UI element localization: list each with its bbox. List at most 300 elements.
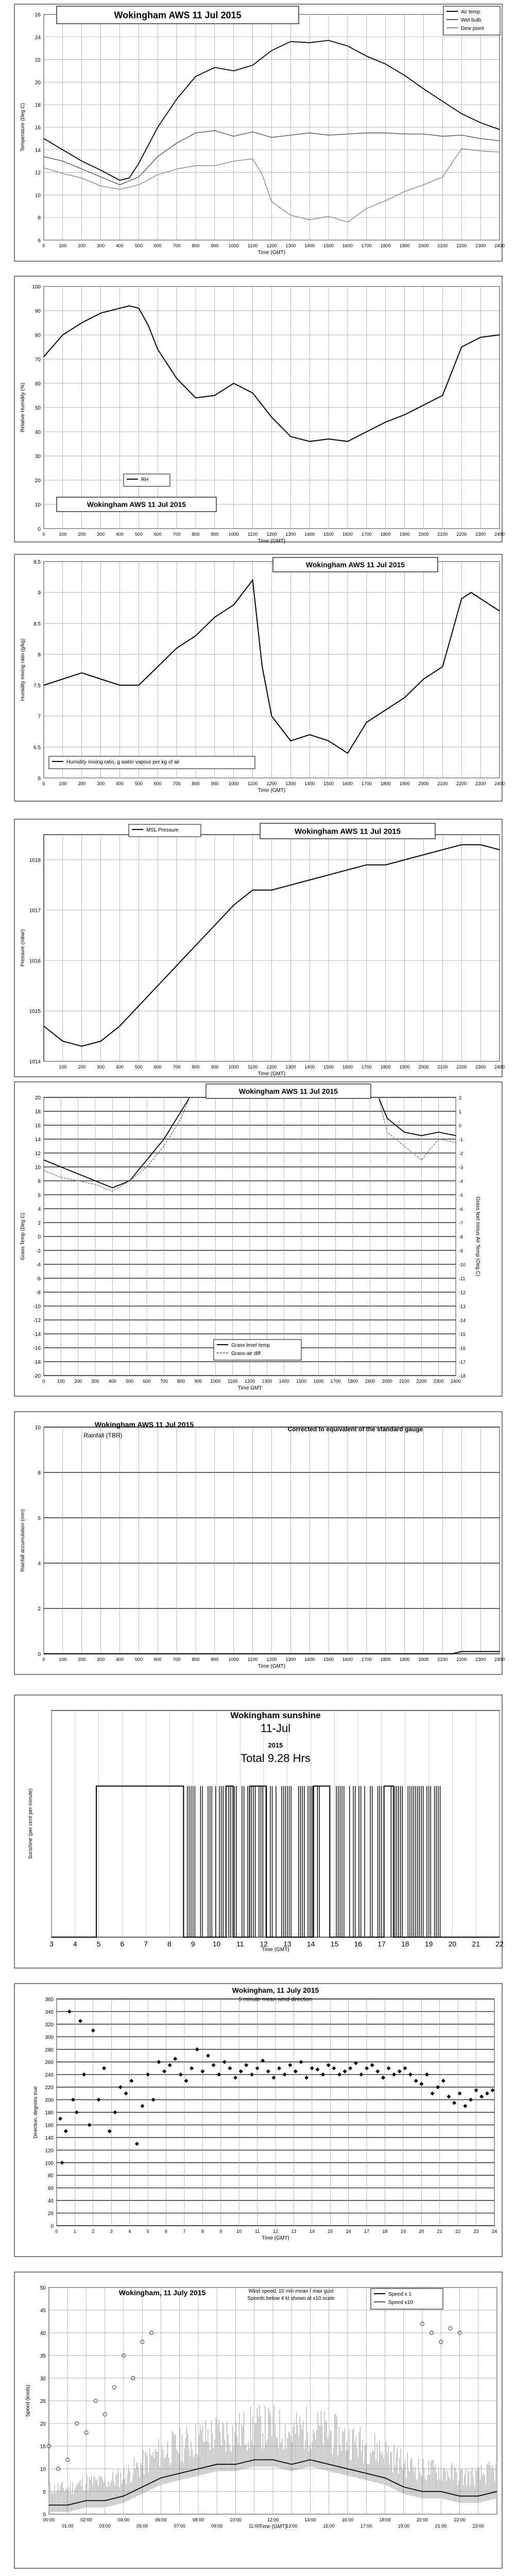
x-tick-label: 1800 (380, 1064, 391, 1070)
x-tick-label: 2100 (437, 532, 448, 537)
x-tick-label: 15 (330, 1940, 339, 1948)
x-tick-label: 800 (192, 532, 200, 537)
x-tick-label: 600 (153, 1064, 162, 1070)
x-tick-label: 0 (42, 243, 45, 248)
y2-tick-label: -15 (459, 1332, 466, 1337)
y-tick-label: 30 (35, 454, 41, 460)
x-axis-label: Time (GMT) (262, 2235, 289, 2241)
x-tick-label: 1300 (285, 532, 296, 537)
x-tick-label: 100 (59, 781, 67, 786)
y2-tick-label: 2 (459, 1095, 462, 1100)
x-tick-label: 9 (191, 1940, 195, 1948)
y-tick-label: 340 (45, 2009, 54, 2015)
x-tick-label: 2100 (399, 1379, 410, 1384)
y-tick-label: -6 (36, 1276, 41, 1282)
x-tick-label: 13:00 (285, 2523, 298, 2529)
x-tick-label: 1000 (228, 781, 239, 786)
x-tick-label: 1500 (323, 1657, 334, 1662)
y-tick-label: 140 (45, 2135, 54, 2141)
x-tick-label: 03:00 (99, 2523, 111, 2529)
x-tick-label: 1500 (323, 1064, 334, 1070)
x-tick-label: 1900 (399, 1657, 410, 1662)
x-tick-label: 700 (173, 532, 181, 537)
legend-entry: Speed x10 (388, 2300, 413, 2306)
y-tick-label: 1017 (29, 908, 41, 914)
y-tick-label: 24 (35, 35, 41, 41)
x-tick-label: 10 (236, 2229, 242, 2234)
x-tick-label: 1000 (228, 532, 239, 537)
x-tick-label: 2200 (456, 243, 467, 248)
y-tick-label: 280 (45, 2047, 54, 2053)
y-tick-label: 120 (45, 2148, 54, 2154)
x-tick-label: 8 (201, 2229, 204, 2234)
x-tick-label: 1900 (399, 532, 410, 537)
chart-subtitle-2: Speeds below 4 kt shown at x10 scale (247, 2296, 335, 2301)
x-tick-label: 2300 (433, 1379, 444, 1384)
y-tick-label: 100 (32, 284, 41, 290)
x-tick-label: 1400 (304, 781, 315, 786)
y-tick-label: 9.5 (33, 560, 41, 565)
legend-entry: Humidity mixing ratio, g water vapour per kg of air (66, 759, 180, 765)
x-tick-label: 15:00 (323, 2523, 335, 2529)
x-tick-label: 300 (97, 243, 105, 248)
x-tick-label: 2100 (437, 1657, 448, 1662)
y-tick-label: 4 (38, 1561, 41, 1567)
x-tick-label: 18 (401, 1940, 409, 1948)
x-axis-label: Time (GMT) (258, 1071, 286, 1077)
x-tick-label: 600 (153, 243, 162, 248)
x-tick-label: 1300 (285, 243, 296, 248)
y-tick-label: 60 (47, 2185, 54, 2192)
x-tick-label: 100 (59, 1064, 67, 1070)
y-tick-label: 14 (35, 1137, 41, 1143)
x-tick-label: 0 (42, 781, 45, 786)
y-axis-label: Grass Temp (Deg C) (20, 1213, 26, 1260)
x-tick-label: 2100 (437, 1064, 448, 1070)
sunshine-total: Total 9.28 Hrs (241, 1752, 311, 1765)
legend-entry: Wet bulb (461, 18, 482, 23)
x-tick-label: 1500 (323, 532, 334, 537)
x-tick-label: 19 (400, 2229, 406, 2234)
chart-rh (14, 276, 505, 544)
x-tick-label: 06:00 (155, 2517, 167, 2522)
x-tick-label: 200 (74, 1379, 82, 1384)
x-tick-label: 800 (192, 1064, 200, 1070)
x-tick-label: 1200 (266, 1064, 277, 1070)
x-tick-label: 6 (164, 2229, 168, 2234)
x-tick-label: 1600 (313, 1379, 324, 1384)
x-tick-label: 2100 (437, 781, 448, 786)
y-axis-label: Speed (knots) (25, 2384, 31, 2417)
x-axis-label: Time (GMT) (258, 1664, 286, 1669)
x-tick-label: 15 (328, 2229, 333, 2234)
x-tick-label: 100 (59, 243, 67, 248)
y2-tick-label: -5 (459, 1193, 464, 1198)
y-tick-label: -16 (33, 1346, 41, 1351)
x-tick-label: 1400 (279, 1379, 289, 1384)
chart-title: Wokingham sunshine (230, 1710, 321, 1720)
x-tick-label: 21:00 (435, 2523, 447, 2529)
x-tick-label: 2300 (475, 243, 486, 248)
x-tick-label: 500 (134, 532, 143, 537)
x-tick-label: 1400 (304, 532, 315, 537)
y-tick-label: -18 (33, 1360, 41, 1365)
y-tick-label: -2 (36, 1248, 41, 1254)
y-tick-label: 100 (45, 2160, 54, 2166)
y-tick-label: 9 (38, 590, 41, 596)
x-tick-label: 21 (437, 2229, 442, 2234)
x-tick-label: 2200 (456, 1657, 467, 1662)
x-tick-label: 1800 (380, 1657, 391, 1662)
chart-sun (14, 1695, 504, 1968)
y-tick-label: 8.5 (33, 621, 41, 627)
x-tick-label: 2300 (475, 781, 486, 786)
x-tick-label: 1200 (266, 243, 277, 248)
y2-tick-label: -3 (459, 1165, 464, 1170)
x-tick-label: 1300 (262, 1379, 272, 1384)
y2-tick-label: -10 (459, 1262, 466, 1267)
x-tick-label: 600 (153, 532, 162, 537)
x-tick-label: 1600 (342, 532, 353, 537)
x-tick-label: 2000 (418, 781, 429, 786)
x-tick-label: 700 (160, 1379, 168, 1384)
x-tick-label: 2400 (450, 1379, 461, 1384)
x-tick-label: 18:00 (379, 2517, 391, 2522)
y-tick-label: 6 (38, 1193, 41, 1198)
x-tick-label: 900 (211, 1657, 219, 1662)
x-tick-label: 2200 (456, 781, 467, 786)
x-tick-label: 2000 (418, 532, 429, 537)
y-tick-label: 80 (35, 333, 41, 338)
x-tick-label: 00:00 (43, 2517, 55, 2522)
x-tick-label: 13 (291, 2229, 297, 2234)
x-axis-label: Time GMT (237, 1385, 262, 1391)
y-tick-label: 26 (35, 12, 41, 18)
x-tick-label: 02:00 (80, 2517, 92, 2522)
chart-wspd (14, 2272, 502, 2568)
y-axis-label: Pressure (mbar) (20, 929, 26, 967)
x-tick-label: 23:00 (472, 2523, 485, 2529)
legend-entry: MSL Pressure (146, 827, 179, 833)
y2-tick-label: -18 (459, 1374, 466, 1379)
legend-entry: Grass level temp (231, 1343, 270, 1348)
x-tick-label: 0 (42, 1379, 45, 1384)
x-tick-label: 1400 (304, 1064, 315, 1070)
y2-tick-label: -12 (459, 1290, 466, 1295)
x-tick-label: 8 (167, 1940, 171, 1948)
x-tick-label: 1 (73, 2229, 76, 2234)
chart-subtitle: 5 minute mean wind direction (238, 1996, 313, 2003)
x-tick-label: 900 (211, 532, 219, 537)
x-tick-label: 800 (177, 1379, 185, 1384)
y-tick-label: 1016 (29, 958, 41, 964)
x-tick-label: 200 (78, 532, 86, 537)
chart-title: Wokingham, 11 July 2015 (232, 1986, 319, 1994)
y-tick-label: 60 (35, 381, 41, 387)
x-axis-label: Time (GMT) (258, 250, 286, 256)
x-tick-label: 600 (143, 1379, 151, 1384)
x-tick-label: 2000 (418, 1657, 429, 1662)
x-tick-label: 2300 (475, 532, 486, 537)
x-tick-label: 5 (96, 1940, 101, 1948)
x-tick-label: 1800 (380, 781, 391, 786)
x-tick-label: 600 (153, 1657, 162, 1662)
x-tick-label: 22 (455, 2229, 461, 2234)
y-tick-label: 1015 (29, 1009, 41, 1015)
x-axis-label: Time (GMT) (258, 788, 286, 793)
y-tick-label: -12 (33, 1318, 41, 1324)
x-tick-label: 1000 (228, 1064, 239, 1070)
y-tick-label: 0 (43, 2512, 46, 2518)
x-axis-label: Time (GMT) (262, 1947, 289, 1953)
x-axis-label: Time (GMT) (258, 538, 286, 544)
y-tick-label: 16 (35, 1123, 41, 1129)
x-tick-label: 500 (134, 1064, 143, 1070)
x-tick-label: 21 (472, 1940, 480, 1948)
x-tick-label: 300 (97, 1064, 105, 1070)
x-tick-label: 1700 (361, 243, 372, 248)
x-tick-label: 100 (57, 1379, 65, 1384)
y-tick-label: 0 (38, 1652, 41, 1657)
x-tick-label: 100 (59, 532, 67, 537)
y2-tick-label: -2 (459, 1151, 464, 1156)
y-tick-label: -4 (36, 1262, 41, 1268)
x-tick-label: 700 (173, 243, 181, 248)
x-tick-label: 3 (110, 2229, 113, 2234)
y-tick-label: 4 (38, 1207, 41, 1212)
y-tick-label: 20 (35, 80, 41, 86)
legend-entry: Speed x 1 (388, 2292, 412, 2297)
x-tick-label: 1000 (228, 1657, 239, 1662)
x-tick-label: 2400 (494, 1064, 505, 1070)
y-tick-label: 10 (35, 193, 41, 199)
x-tick-label: 04:00 (117, 2517, 130, 2522)
x-tick-label: 4 (128, 2229, 131, 2234)
x-tick-label: 700 (173, 1064, 181, 1070)
y-tick-label: 10 (35, 1425, 41, 1431)
y2-tick-label: -11 (459, 1276, 466, 1281)
x-tick-label: 1300 (285, 781, 296, 786)
y-tick-label: 20 (35, 478, 41, 484)
x-tick-label: 14:00 (304, 2517, 316, 2522)
chart-title: Wokingham AWS 11 Jul 2015 (305, 561, 405, 569)
x-tick-label: 12 (272, 2229, 279, 2234)
x-tick-label: 2300 (475, 1657, 486, 1662)
x-tick-label: 3 (49, 1940, 54, 1948)
y-tick-label: 40 (40, 2331, 46, 2336)
x-tick-label: 100 (59, 1657, 67, 1662)
y2-tick-label: -17 (459, 1360, 466, 1365)
x-tick-label: 19:00 (398, 2523, 410, 2529)
x-tick-label: 800 (192, 1657, 200, 1662)
x-tick-label: 2400 (494, 781, 505, 786)
x-tick-label: 1600 (342, 243, 353, 248)
x-tick-label: 1100 (227, 1379, 238, 1384)
x-tick-label: 7 (144, 1940, 148, 1948)
x-tick-label: 1900 (399, 781, 410, 786)
x-tick-label: 2400 (494, 243, 505, 248)
y-tick-label: 40 (35, 430, 41, 435)
y2-tick-label: -4 (459, 1179, 464, 1184)
y-tick-label: 22 (35, 57, 41, 63)
legend-entry: Grass-air diff (231, 1351, 261, 1357)
y-tick-label: 20 (35, 1095, 41, 1101)
y-axis-label: Relative Humidity (%) (20, 382, 26, 433)
y-tick-label: 18 (35, 1109, 41, 1115)
chart-subtitle: Rainfall (TBR) (83, 1432, 123, 1439)
y-tick-label: 180 (45, 2110, 54, 2116)
x-tick-label: 400 (115, 1064, 124, 1070)
x-tick-label: 2100 (437, 243, 448, 248)
y-tick-label: 0 (38, 1234, 41, 1240)
x-tick-label: 500 (134, 243, 143, 248)
x-tick-label: 05:00 (136, 2523, 148, 2529)
x-tick-label: 1700 (361, 781, 372, 786)
chart-rain (14, 1412, 505, 1674)
chart-title: Wokingham AWS 11 Jul 2015 (238, 1087, 338, 1096)
x-tick-label: 200 (78, 781, 86, 786)
y-tick-label: 220 (45, 2085, 54, 2091)
y-tick-label: 320 (45, 2022, 54, 2028)
x-tick-label: 1000 (228, 243, 239, 248)
x-tick-label: 20 (448, 1940, 457, 1948)
x-tick-label: 300 (97, 532, 105, 537)
x-tick-label: 7 (183, 2229, 186, 2234)
legend-entry: Dew point (461, 26, 484, 31)
x-tick-label: 1600 (342, 781, 353, 786)
x-tick-label: 2400 (494, 532, 505, 537)
x-tick-label: 17 (377, 1940, 386, 1948)
y-axis-label: Temperature (Deg C) (20, 103, 26, 151)
x-tick-label: 200 (78, 1657, 86, 1662)
y-tick-label: 10 (40, 2467, 46, 2472)
x-tick-label: 1700 (361, 1064, 372, 1070)
x-tick-label: 20 (419, 2229, 424, 2234)
x-tick-label: 500 (126, 1379, 134, 1384)
y-tick-label: 10 (35, 1165, 41, 1171)
x-tick-label: 1200 (266, 532, 277, 537)
y-tick-label: 15 (40, 2444, 46, 2450)
y-tick-label: 40 (47, 2198, 54, 2205)
y-tick-label: 6 (38, 238, 41, 244)
x-tick-label: 0 (42, 1657, 45, 1662)
y-tick-label: 20 (40, 2421, 46, 2427)
x-tick-label: 10:00 (230, 2517, 242, 2522)
x-tick-label: 300 (97, 1657, 105, 1662)
x-tick-label: 12:00 (267, 2517, 279, 2522)
y-tick-label: 25 (40, 2399, 46, 2404)
y-tick-label: 0 (38, 527, 41, 532)
x-tick-label: 300 (97, 781, 105, 786)
y-tick-label: 1014 (29, 1059, 41, 1065)
y2-tick-label: -6 (459, 1207, 464, 1212)
x-tick-label: 14 (306, 1940, 315, 1948)
x-tick-label: 1100 (247, 243, 258, 248)
x-tick-label: 12 (260, 1940, 268, 1948)
y-tick-label: 90 (35, 309, 41, 314)
y-tick-label: -8 (36, 1290, 41, 1296)
y-tick-label: 2 (38, 1221, 41, 1226)
x-tick-label: 900 (211, 1064, 219, 1070)
x-tick-label: 1700 (361, 532, 372, 537)
x-tick-label: 07:00 (174, 2523, 186, 2529)
y-axis-label: Humidity mixing ratio (g/kg) (20, 638, 26, 701)
chart-title: Wokingham AWS 11 Jul 2015 (295, 827, 401, 836)
x-tick-label: 600 (153, 781, 162, 786)
y2-tick-label: -16 (459, 1346, 466, 1351)
x-tick-label: 5 (146, 2229, 149, 2234)
chart-title: Wokingham AWS 11 Jul 2015 (94, 1420, 194, 1429)
x-tick-label: 16 (354, 1940, 363, 1948)
x-tick-label: 1000 (210, 1379, 221, 1384)
x-tick-label: 900 (211, 781, 219, 786)
y-tick-label: 6 (38, 1516, 41, 1521)
x-tick-label: 1100 (247, 1064, 258, 1070)
y-tick-label: 160 (45, 2123, 54, 2129)
x-tick-label: 1900 (399, 243, 410, 248)
y-tick-label: 16 (35, 125, 41, 131)
y-tick-label: 20 (47, 2211, 54, 2217)
x-tick-label: 1800 (380, 243, 391, 248)
x-tick-label: 0 (55, 2229, 58, 2234)
y-tick-label: 260 (45, 2060, 54, 2066)
y2-tick-label: -7 (459, 1221, 464, 1226)
y-tick-label: 2 (38, 1606, 41, 1612)
x-tick-label: 1100 (247, 532, 258, 537)
y2-tick-label: -14 (459, 1318, 466, 1323)
y-tick-label: 12 (35, 1151, 41, 1157)
x-tick-label: 700 (173, 781, 181, 786)
y-tick-label: 50 (40, 2285, 46, 2291)
x-tick-label: 400 (115, 1657, 124, 1662)
x-tick-label: 23 (473, 2229, 479, 2234)
x-tick-label: 1800 (380, 532, 391, 537)
chart-subtitle: Wind speed, 10 min mean / max gust (248, 2289, 334, 2294)
y-tick-label: 8 (38, 215, 41, 222)
chart-title: Wokingham AWS 11 Jul 2015 (114, 10, 242, 21)
x-tick-label: 1300 (285, 1064, 296, 1070)
x-tick-label: 2000 (418, 1064, 429, 1070)
chart-year: 2015 (268, 1741, 283, 1749)
x-tick-label: 13 (283, 1940, 291, 1948)
y-tick-label: -14 (33, 1332, 41, 1337)
x-tick-label: 1400 (304, 1657, 315, 1662)
y-tick-label: 0 (50, 2224, 54, 2229)
y-tick-label: 8 (38, 1179, 41, 1184)
y-axis-label: Sunshine (per cent per minute) (28, 1788, 33, 1859)
chart-press (14, 819, 505, 1077)
y-tick-label: 8 (38, 652, 41, 658)
x-tick-label: 2000 (418, 243, 429, 248)
y-tick-label: 6.5 (33, 745, 41, 751)
chart-note: Corrected to equivalent of the standard gauge (287, 1426, 423, 1433)
y-tick-label: 8 (38, 1470, 41, 1476)
chart-temp (14, 4, 505, 261)
x-tick-label: 9 (219, 2229, 222, 2234)
x-tick-label: 1100 (247, 781, 258, 786)
y-axis-label: Direction, degrees true (33, 2086, 39, 2139)
x-tick-label: 1200 (244, 1379, 255, 1384)
x-tick-label: 1600 (342, 1064, 353, 1070)
x-tick-label: 400 (115, 781, 124, 786)
y-axis-label: Rainfall accumulation (mm) (20, 1509, 26, 1572)
x-tick-label: 1900 (399, 1064, 410, 1070)
y-tick-label: 18 (35, 103, 41, 109)
y-tick-label: 12 (35, 170, 41, 176)
y2-tick-label: -9 (459, 1248, 464, 1253)
x-tick-label: 1700 (330, 1379, 341, 1384)
chart-date: 11-Jul (260, 1722, 291, 1735)
